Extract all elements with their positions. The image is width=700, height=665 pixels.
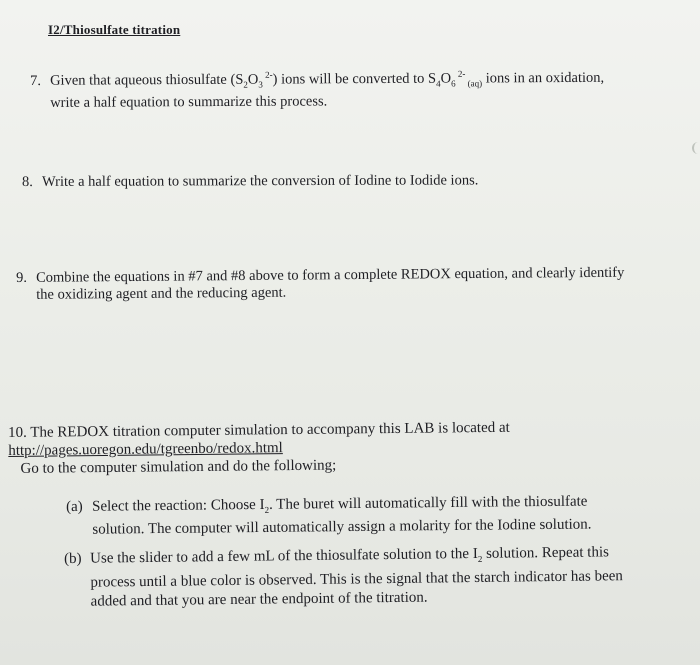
question-10-instruction: Go to the computer simulation and do the following; (20, 457, 337, 477)
simulation-link[interactable]: http://pages.uoregon.edu/tgreenbo/redox.html (8, 440, 283, 459)
question-number: 8. (22, 173, 33, 190)
q7-text: O (440, 70, 452, 87)
question-number: 7. (30, 72, 41, 89)
q7-subscript: 2 (243, 79, 248, 90)
q7-text: ions in an oxidation, (482, 69, 605, 87)
q7-superscript: 2- (262, 69, 273, 80)
question-9 (16, 264, 696, 304)
question-8-text: Write a half equation to summarize the conversion of Iodine to Iodide ions. (41, 172, 479, 190)
part-b-line-3: added and that you are near the endpoint of the titration. (90, 589, 428, 610)
part-b (64, 542, 700, 612)
q7-text: O (247, 71, 259, 88)
question-7-line-1 (30, 65, 690, 95)
question-7 (30, 65, 690, 112)
q9-text: Combine the equations in #7 and #8 above to form a complete REDOX equation, and clearly identify (35, 264, 625, 286)
part-a-text: Select the reaction: Choose I (92, 496, 265, 515)
q7-text: ) ions will be converted to S (272, 70, 437, 88)
part-a-line-2: solution. The computer will automatically assign a molarity for the Iodine solution. (92, 516, 592, 538)
part-label: (b) (64, 550, 82, 567)
question-8 (22, 172, 682, 191)
q7-subscript: 6 (451, 78, 456, 89)
part-b-subscript: 2 (477, 553, 483, 564)
part-label: (a) (66, 498, 83, 515)
q7-superscript: 2- (455, 68, 466, 79)
page-title: I2/Thiosulfate titration (48, 22, 181, 37)
question-10 (8, 417, 699, 478)
part-a (66, 492, 686, 539)
question-10-line-1: 10. The REDOX titration computer simulation to accompany this LAB is located at (8, 419, 510, 441)
q7-subscript: 4 (436, 78, 441, 89)
question-number: 9. (16, 269, 28, 286)
part-a-text: . The buret will automatically fill with the thiosulfate (268, 493, 588, 513)
q7-state-label: (aq) (465, 78, 483, 89)
q7-text: Given that aqueous thiosulfate (S (50, 71, 244, 89)
question-9-line-2: the oxidizing agent and the reducing agent. (36, 284, 287, 303)
q7-subscript: 3 (258, 79, 263, 90)
part-a-subscript: 2 (264, 504, 270, 515)
paper-edge-mark (692, 142, 700, 154)
part-b-text: Use the slider to add a few mL of the thiosulfate solution to the I (90, 545, 478, 567)
part-b-text: solution. Repeat this (482, 544, 610, 562)
part-b-line-2: process until a blue color is observed. This is the signal that the starch indicator has been (90, 568, 623, 591)
question-7-line-2: write a half equation to summarize this process. (50, 93, 328, 111)
